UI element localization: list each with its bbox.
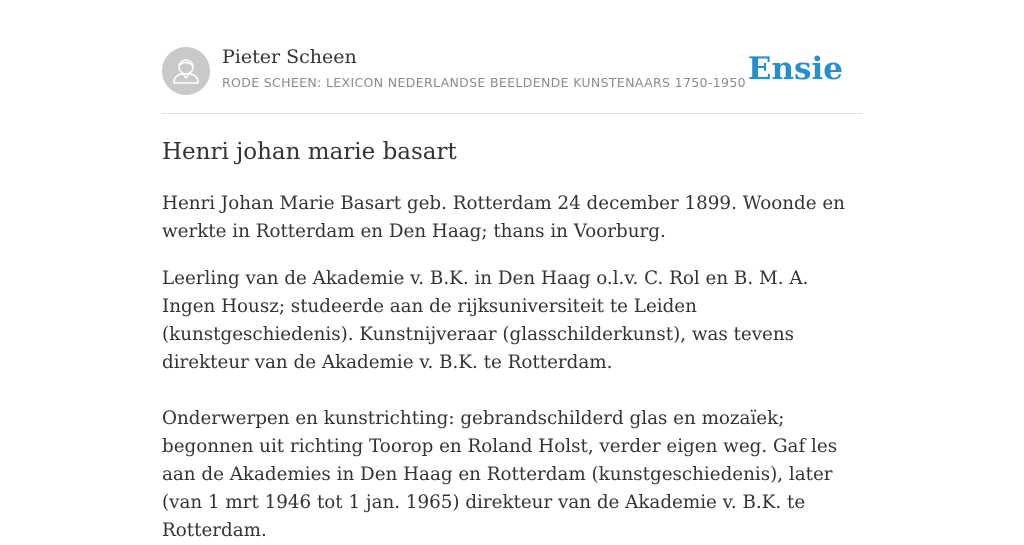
article-paragraph-2: Leerling van de Akademie v. B.K. in Den Haag o.l.v. C. Rol en B. M. A. Ingen Housz; studeerde aan de rijksuniversiteit te Leiden (kunstgeschiedenis). Kunstnijveraar (glasschilderkunst), was tevens direkteur van de Akademie v. B.K. te Rotterdam. [162, 268, 809, 373]
article-header [162, 0, 862, 114]
ensie-logo[interactable]: Ensie [747, 51, 843, 87]
article-paragraph-1: Henri Johan Marie Basart geb. Rotterdam 24 december 1899. Woonde en werkte in Rotterdam en Den Haag; thans in Voorburg. [162, 193, 845, 242]
user-icon [162, 47, 210, 95]
article-title: Henri johan marie basart [162, 139, 457, 165]
article-paragraph-3: Onderwerpen en kunstrichting: gebrandschilderd glas en mozaïek; begonnen uit richting Toorop en Roland Holst, verder eigen weg. Gaf les aan de Akademies in Den Haag en Rotterdam (kunstgeschiedenis), later (van 1 mrt 1946 tot 1 jan. 1965) direkteur van de Akademie v. B.K. te Rotterdam. [162, 408, 838, 541]
page-container [162, 0, 862, 541]
author-avatar[interactable] [162, 47, 210, 95]
source-title[interactable]: RODE SCHEEN: LEXICON NEDERLANDSE BEELDENDE KUNSTENAARS 1750-1950 [222, 75, 746, 90]
author-name[interactable]: Pieter Scheen [222, 46, 357, 68]
